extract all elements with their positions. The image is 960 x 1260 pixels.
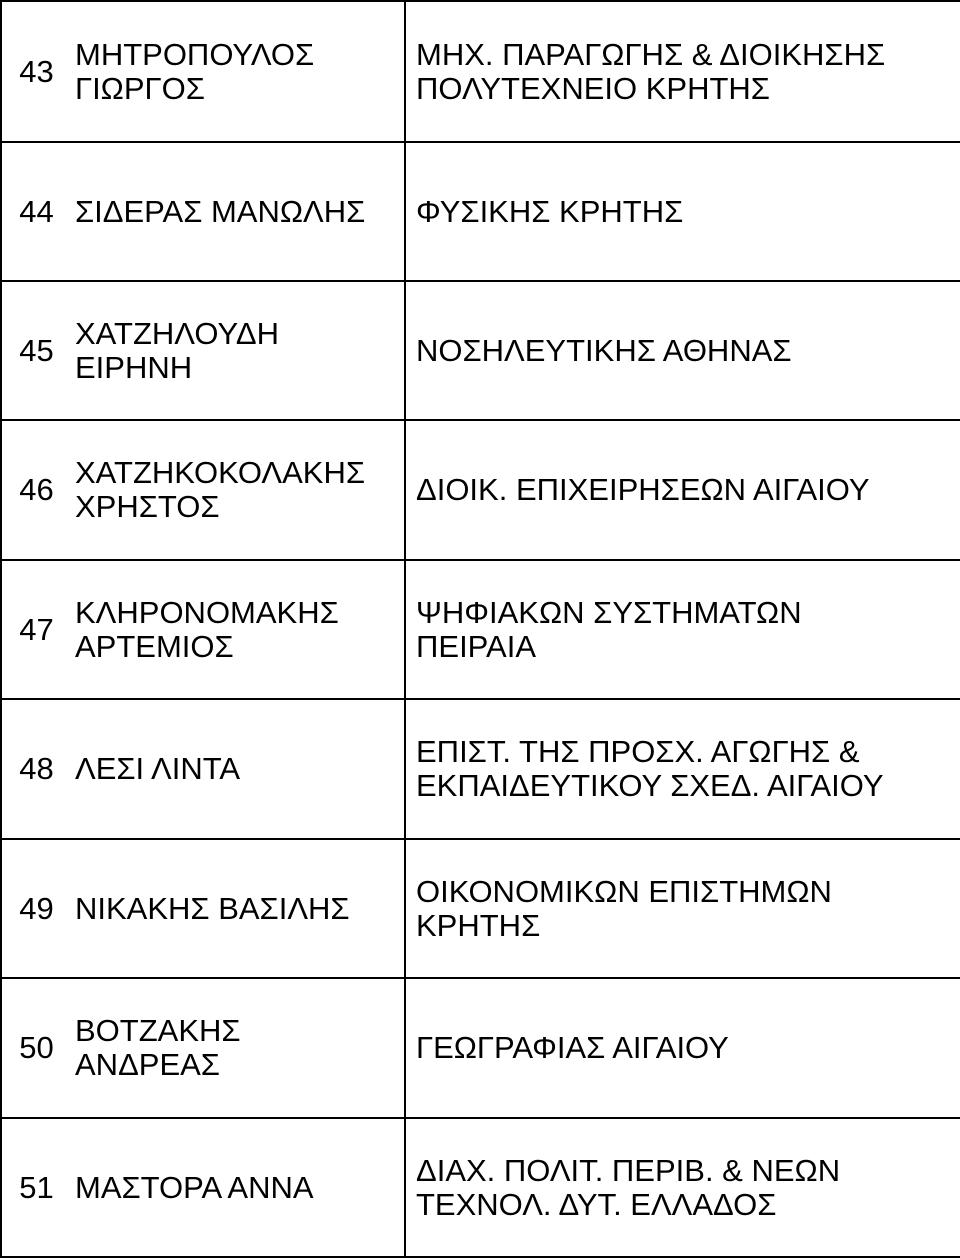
row-number: 50 <box>1 978 65 1118</box>
person-name <box>65 560 405 699</box>
department <box>405 839 960 978</box>
person-name-line: ΓΙΩΡΓΟΣ <box>75 70 205 106</box>
department <box>405 1 960 142</box>
person-name-line: ΚΛΗΡΟΝΟΜΑΚΗΣ <box>75 594 339 630</box>
person-name-line: ΒΟΤΖΑΚΗΣ <box>75 1013 241 1048</box>
row-number: 43 <box>1 1 65 142</box>
department-line: ΜΗΧ. ΠΑΡΑΓΩΓΗΣ & ΔΙΟΙΚΗΣΗΣ <box>416 36 886 72</box>
person-name-line: ΛΕΣΙ ΛΙΝΤΑ <box>75 751 241 786</box>
person-name <box>65 281 405 420</box>
table-row <box>1 699 960 839</box>
person-name-line: ΣΙΔΕΡΑΣ ΜΑΝΩΛΗΣ <box>75 193 366 229</box>
person-name <box>65 142 405 281</box>
row-number: 49 <box>1 839 65 978</box>
department <box>405 1118 960 1257</box>
person-name-line: ΕΙΡΗΝΗ <box>75 349 193 385</box>
department-line: ΤΕΧΝΟΛ. ΔΥΤ. ΕΛΛΑΔΟΣ <box>416 1186 777 1222</box>
person-name <box>65 1 405 142</box>
table-row <box>1 281 960 420</box>
department-line: ΟΙΚΟΝΟΜΙΚΩΝ ΕΠΙΣΤΗΜΩΝ <box>416 873 832 909</box>
row-number: 48 <box>1 699 65 839</box>
table-row <box>1 560 960 699</box>
department-line: ΔΙΑΧ. ΠΟΛΙΤ. ΠΕΡΙΒ. & ΝΕΩΝ <box>416 1152 841 1188</box>
table-row <box>1 978 960 1118</box>
table-row <box>1 1 960 142</box>
department-line: ΦΥΣΙΚΗΣ ΚΡΗΤΗΣ <box>416 193 684 229</box>
person-name-line: ΜΗΤΡΟΠΟΥΛΟΣ <box>75 36 315 72</box>
department-line: ΚΡΗΤΗΣ <box>416 907 541 943</box>
row-number: 51 <box>1 1118 65 1257</box>
person-name-line: ΝΙΚΑΚΗΣ ΒΑΣΙΛΗΣ <box>75 890 350 926</box>
row-number: 45 <box>1 281 65 420</box>
department-line: ΨΗΦΙΑΚΩΝ ΣΥΣΤΗΜΑΤΩΝ <box>416 594 802 630</box>
person-name-line: ΑΡΤΕΜΙΟΣ <box>75 628 234 664</box>
person-name-line: ΧΡΗΣΤΟΣ <box>75 489 220 524</box>
table-row <box>1 142 960 281</box>
person-name-line: ΑΝΔΡΕΑΣ <box>75 1047 220 1082</box>
row-number: 47 <box>1 560 65 699</box>
department-line: ΓΕΩΓΡΑΦΙΑΣ ΑΙΓΑΙΟΥ <box>416 1030 729 1065</box>
department-line: ΠΟΛΥΤΕΧΝΕΙΟ ΚΡΗΤΗΣ <box>416 70 770 106</box>
department <box>405 281 960 420</box>
department-line: ΠΕΙΡΑΙΑ <box>416 628 537 664</box>
person-name <box>65 699 405 839</box>
department <box>405 699 960 839</box>
person-name <box>65 839 405 978</box>
person-name-line: ΜΑΣΤΟΡΑ ΑΝΝΑ <box>75 1169 314 1205</box>
department-line: ΝΟΣΗΛΕΥΤΙΚΗΣ ΑΘΗΝΑΣ <box>416 332 792 368</box>
department-line: ΕΚΠΑΙΔΕΥΤΙΚΟΥ ΣΧΕΔ. ΑΙΓΑΙΟΥ <box>416 768 884 803</box>
department <box>405 978 960 1118</box>
table-row <box>1 839 960 978</box>
person-name <box>65 420 405 560</box>
row-number: 46 <box>1 420 65 560</box>
department <box>405 142 960 281</box>
person-name-line: ΧΑΤΖΗΛΟΥΔΗ <box>75 315 279 351</box>
department-line: ΔΙΟΙΚ. ΕΠΙΧΕΙΡΗΣΕΩΝ ΑΙΓΑΙΟΥ <box>416 472 870 507</box>
department-line: ΕΠΙΣΤ. ΤΗΣ ΠΡΟΣΧ. ΑΓΩΓΗΣ & <box>416 734 860 769</box>
row-number: 44 <box>1 142 65 281</box>
department <box>405 560 960 699</box>
person-name <box>65 978 405 1118</box>
department <box>405 420 960 560</box>
person-name-line: ΧΑΤΖΗΚΟΚΟΛΑΚΗΣ <box>75 455 366 490</box>
table-row <box>1 420 960 560</box>
person-name <box>65 1118 405 1257</box>
table-row <box>1 1118 960 1257</box>
